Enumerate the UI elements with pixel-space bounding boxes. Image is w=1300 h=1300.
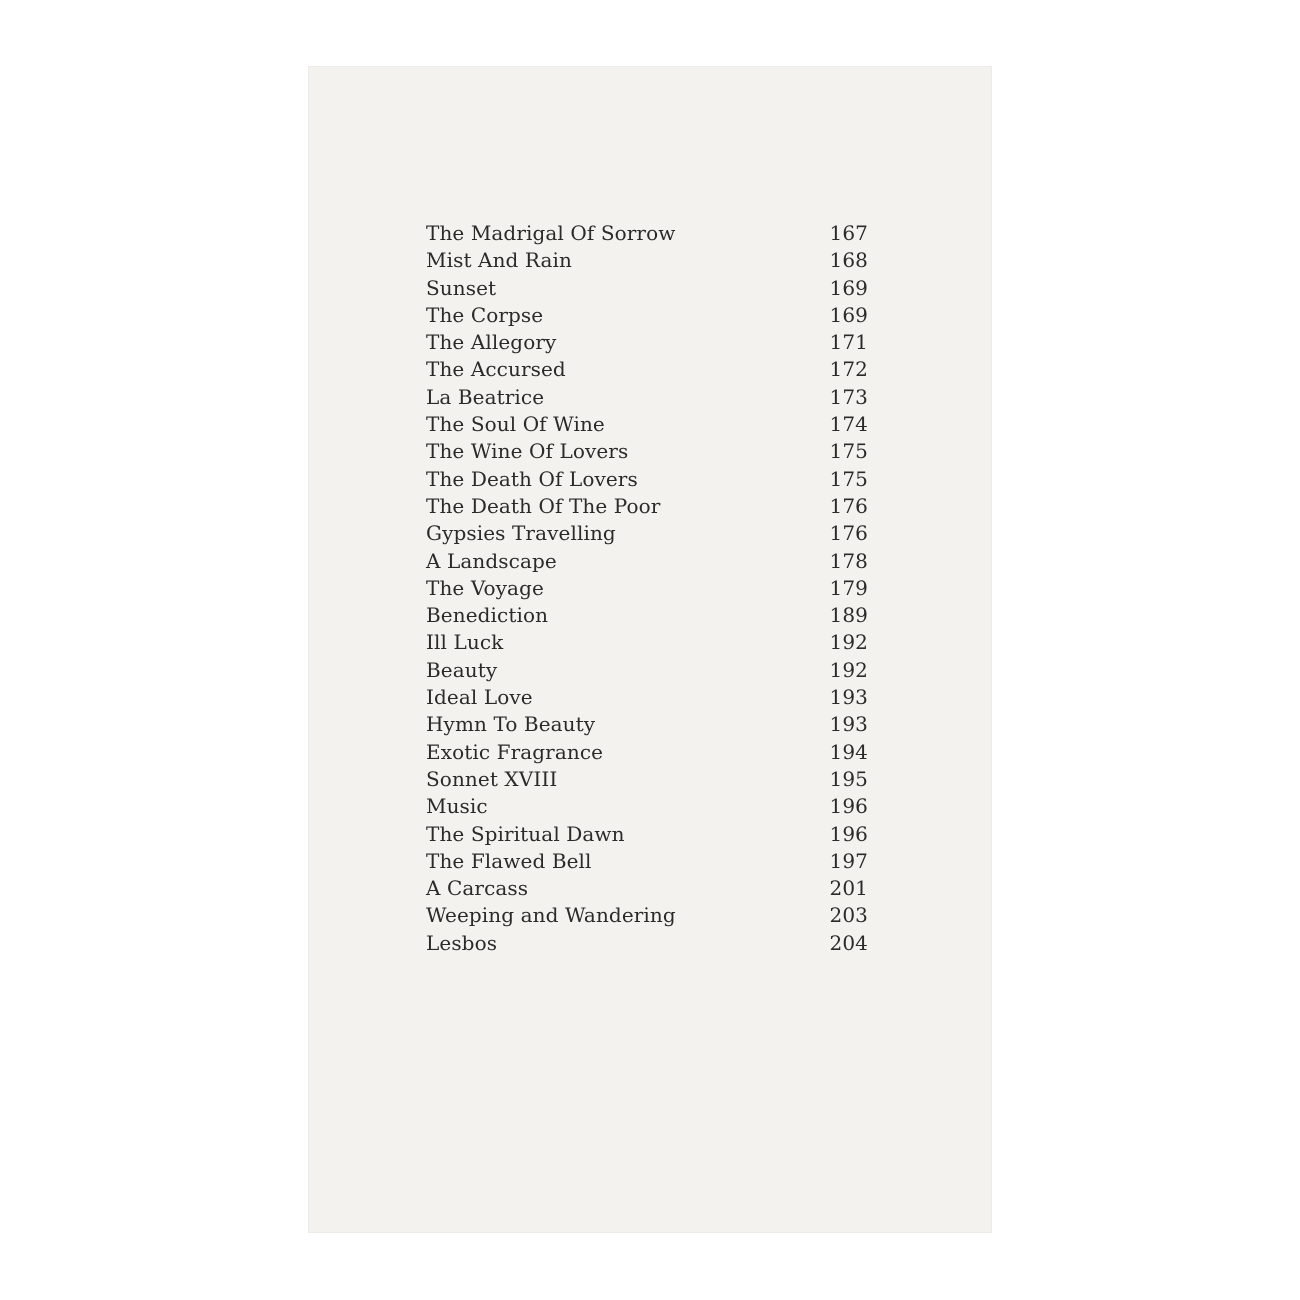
toc-entry-title: Benediction xyxy=(426,603,549,628)
toc-entry xyxy=(426,685,868,712)
toc-entry-title: Music xyxy=(426,794,488,819)
toc-entry-title: The Voyage xyxy=(426,575,544,600)
toc-entry-page-number: 172 xyxy=(829,357,868,382)
toc-entry-page-number: 169 xyxy=(829,275,868,300)
toc-entry-page-number: 189 xyxy=(829,603,868,628)
toc-entry xyxy=(426,412,868,439)
toc-entry xyxy=(426,658,868,685)
toc-entry-page-number: 201 xyxy=(829,876,868,901)
toc-entry-title: La Beatrice xyxy=(426,384,545,409)
toc-entry xyxy=(426,330,868,357)
toc-entry xyxy=(426,221,868,248)
toc-entry-title: The Death Of The Poor xyxy=(426,493,661,518)
toc-entry-title: Exotic Fragrance xyxy=(426,739,604,764)
toc-entry-page-number: 174 xyxy=(829,412,868,437)
toc-entry-page-number: 197 xyxy=(829,848,868,873)
toc-entry-title: Ill Luck xyxy=(426,630,504,655)
toc-entry-page-number: 176 xyxy=(829,493,868,518)
toc-entry-title: Sunset xyxy=(426,275,497,300)
toc-entry-title: Mist And Rain xyxy=(426,248,573,273)
toc-entry-page-number: 193 xyxy=(829,685,868,710)
toc-entry xyxy=(426,439,868,466)
toc-entry-title: Sonnet XVIII xyxy=(426,766,558,791)
toc-entry-title: The Wine Of Lovers xyxy=(426,439,629,464)
toc-entry-title: The Corpse xyxy=(426,302,544,327)
toc-entry-page-number: 167 xyxy=(829,221,868,245)
toc-entry-title: The Spiritual Dawn xyxy=(426,821,625,846)
toc-entry xyxy=(426,248,868,275)
toc-entry xyxy=(426,630,868,657)
toc-entry-page-number: 168 xyxy=(829,248,868,273)
toc-entry-page-number: 175 xyxy=(829,439,868,464)
toc-entry-title: The Accursed xyxy=(426,357,566,382)
toc-entry xyxy=(426,822,868,849)
toc-entry xyxy=(426,767,868,794)
toc-entry-page-number: 194 xyxy=(829,739,868,764)
toc-entry-page-number: 179 xyxy=(829,575,868,600)
toc-entry-title: The Soul Of Wine xyxy=(426,412,605,437)
toc-entry xyxy=(426,931,868,958)
toc-entry-title: Hymn To Beauty xyxy=(426,712,596,737)
toc-entry-page-number: 195 xyxy=(829,766,868,791)
toc-entry-page-number: 173 xyxy=(829,384,868,409)
toc-entry-title: The Madrigal Of Sorrow xyxy=(426,221,676,245)
toc-entry xyxy=(426,303,868,330)
toc-entry-page-number: 176 xyxy=(829,521,868,546)
toc-entry xyxy=(426,794,868,821)
toc-entry-page-number: 178 xyxy=(829,548,868,573)
toc-entry-page-number: 193 xyxy=(829,712,868,737)
book-page xyxy=(308,66,992,1233)
toc-entry-page-number: 171 xyxy=(829,330,868,355)
toc-entry-title: Beauty xyxy=(426,657,498,682)
toc-entry-page-number: 203 xyxy=(829,903,868,928)
toc-entry xyxy=(426,903,868,930)
toc-entry-page-number: 196 xyxy=(829,794,868,819)
toc-entry-page-number: 192 xyxy=(829,630,868,655)
toc-entry-title: The Allegory xyxy=(426,330,557,355)
toc-entry xyxy=(426,494,868,521)
toc-entry xyxy=(426,740,868,767)
toc-entry-page-number: 192 xyxy=(829,657,868,682)
toc-entry-page-number: 196 xyxy=(829,821,868,846)
toc-entry-title: A Carcass xyxy=(426,876,529,901)
toc-entry xyxy=(426,357,868,384)
toc-entry xyxy=(426,276,868,303)
toc-entry-title: Ideal Love xyxy=(426,685,533,710)
toc-entry-title: The Flawed Bell xyxy=(426,848,592,873)
toc-entry xyxy=(426,576,868,603)
toc-entry xyxy=(426,876,868,903)
toc-entry-title: Lesbos xyxy=(426,930,498,955)
toc-entry xyxy=(426,603,868,630)
toc-entry-title: Weeping and Wandering xyxy=(426,903,676,928)
toc-entry-title: A Landscape xyxy=(426,548,557,573)
toc-entry-page-number: 204 xyxy=(829,930,868,955)
toc-entry xyxy=(426,467,868,494)
toc-entry xyxy=(426,849,868,876)
toc-entry-title: The Death Of Lovers xyxy=(426,466,638,491)
toc-entry-page-number: 169 xyxy=(829,302,868,327)
toc-entry-page-number: 175 xyxy=(829,466,868,491)
table-of-contents xyxy=(426,221,868,958)
toc-entry-title: Gypsies Travelling xyxy=(426,521,616,546)
toc-entry xyxy=(426,712,868,739)
toc-entry xyxy=(426,549,868,576)
toc-entry xyxy=(426,521,868,548)
toc-entry xyxy=(426,385,868,412)
